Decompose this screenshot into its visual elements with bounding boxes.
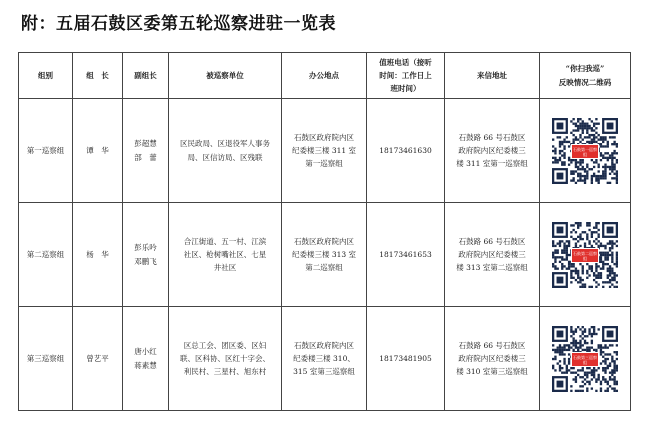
qr-code-image[interactable] xyxy=(552,118,618,184)
table-row xyxy=(19,203,631,307)
page-title: 附：五届石鼓区委第五轮巡察进驻一览表 xyxy=(21,14,336,34)
deputy-name: 部 蕾 xyxy=(134,152,157,162)
office-line: 纪委楼三楼 313 室 xyxy=(291,249,357,259)
deputy-name: 邓鹏飞 xyxy=(134,256,157,266)
qr-code-image[interactable] xyxy=(552,222,618,288)
unit-line: 利民村、三星村、旭东村 xyxy=(183,367,267,377)
leader-name: 曾艺平 xyxy=(73,307,123,411)
duty-phone: 18173461630 xyxy=(367,99,445,203)
unit-line: 区总工会、团区委、区妇 xyxy=(183,340,267,350)
group-name: 第三巡察组 xyxy=(19,307,73,411)
inspected-units xyxy=(169,203,282,307)
mail-address xyxy=(445,203,540,307)
office-line: 石鼓区政府院内区 xyxy=(294,236,354,246)
mail-address xyxy=(445,99,540,203)
header-phone-line: 班时间） xyxy=(390,84,421,94)
header-leader: 组 长 xyxy=(73,53,123,99)
qr-cell xyxy=(540,203,631,307)
qr-cell xyxy=(540,307,631,411)
mail-line: 楼 310 室第三巡察组 xyxy=(456,367,528,377)
header-qr-line: 反映情况二维码 xyxy=(558,77,612,87)
unit-line: 合江街道、五一村、江滨 xyxy=(183,236,267,246)
header-phone-line: 值班电话（接听 xyxy=(379,57,432,67)
table-row xyxy=(19,99,631,203)
table-row xyxy=(19,307,631,411)
deputy-names xyxy=(123,203,169,307)
group-name: 第二巡察组 xyxy=(19,203,73,307)
office-address xyxy=(282,203,367,307)
mail-line: 石鼓路 66 号石鼓区 xyxy=(458,340,526,350)
mail-line: 石鼓路 66 号石鼓区 xyxy=(458,236,526,246)
duty-phone: 18173481905 xyxy=(367,307,445,411)
mail-line: 楼 313 室第二巡察组 xyxy=(456,263,528,273)
leader-name: 杨 华 xyxy=(73,203,123,307)
mail-line: 楼 311 室第一巡察组 xyxy=(456,159,528,169)
mail-line: 政府院内区纪委楼三 xyxy=(458,145,526,155)
header-mail: 来信地址 xyxy=(445,53,540,99)
qr-badge-label: 石鼓第一巡察组 xyxy=(571,144,599,159)
inspected-units xyxy=(169,307,282,411)
header-unit: 被巡察单位 xyxy=(169,53,282,99)
deputy-name: 彭超慧 xyxy=(134,139,157,149)
unit-line: 区民政局、区退役军人事务 xyxy=(180,139,270,149)
qr-cell xyxy=(540,99,631,203)
unit-line: 联、区科协、区红十字会、 xyxy=(180,353,270,363)
header-phone xyxy=(367,53,445,99)
mail-line: 政府院内区纪委楼三 xyxy=(458,353,526,363)
header-qr-line: “你扫我巡” xyxy=(565,64,605,74)
office-line: 第二巡察组 xyxy=(305,263,343,273)
unit-line: 局、区信访局、区残联 xyxy=(187,152,263,162)
deputy-name: 蒋素慧 xyxy=(134,360,157,370)
mail-line: 石鼓路 66 号石鼓区 xyxy=(458,132,526,142)
office-line: 石鼓区政府院内区 xyxy=(294,340,354,350)
group-name: 第一巡察组 xyxy=(19,99,73,203)
office-address xyxy=(282,99,367,203)
office-address xyxy=(282,307,367,411)
office-line: 315 室第三巡察组 xyxy=(293,367,355,377)
mail-line: 政府院内区纪委楼三 xyxy=(458,249,526,259)
leader-name: 谭 华 xyxy=(73,99,123,203)
office-line: 纪委楼三楼 311 室 xyxy=(291,145,357,155)
inspected-units xyxy=(169,99,282,203)
mail-address xyxy=(445,307,540,411)
qr-badge-label: 石鼓第二巡察组 xyxy=(571,248,599,263)
header-group: 组别 xyxy=(19,53,73,99)
duty-phone: 18173461653 xyxy=(367,203,445,307)
deputy-names xyxy=(123,307,169,411)
deputy-name: 彭乐吟 xyxy=(134,243,157,253)
qr-badge-label: 石鼓第三巡察组 xyxy=(571,352,599,367)
office-line: 石鼓区政府院内区 xyxy=(294,132,354,142)
unit-line: 井社区 xyxy=(213,263,237,273)
unit-line: 社区、枪树嘴社区、七星 xyxy=(183,249,267,259)
header-deputy: 副组长 xyxy=(123,53,169,99)
header-phone-line: 时间：工作日上 xyxy=(379,70,432,80)
header-office: 办公地点 xyxy=(282,53,367,99)
deputy-name: 唐小红 xyxy=(134,347,157,357)
deputy-names xyxy=(123,99,169,203)
qr-code-image[interactable] xyxy=(552,326,618,392)
office-line: 第一巡察组 xyxy=(305,159,343,169)
inspection-roster-table xyxy=(18,52,631,411)
table-header-row xyxy=(19,53,631,99)
header-qr xyxy=(540,53,631,99)
office-line: 纪委楼三楼 310、 xyxy=(293,353,355,363)
